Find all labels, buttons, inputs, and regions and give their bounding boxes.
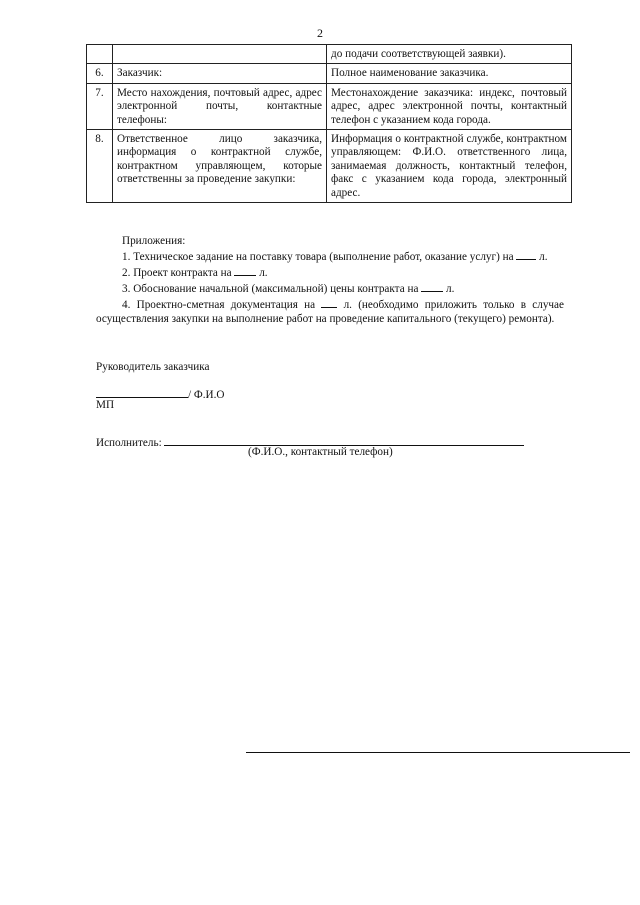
signature-blank (96, 386, 188, 398)
row-label-cell: Ответственное лицо заказчика, информация о контрактной службе, контрактном управляющем, которые ответственны за проведение закупки: (113, 130, 327, 203)
table-row-address (87, 83, 572, 129)
row-label-cell: Заказчик: (113, 64, 327, 83)
appendix-heading: Приложения: (122, 235, 186, 247)
appendix-item-1-text: 1. Техническое задание на поставку товара (выполнение работ, оказание услуг) на (122, 251, 514, 263)
table-row-continuation (87, 45, 572, 64)
appendix-item-3 (96, 280, 564, 296)
head-of-customer-label: Руководитель заказчика (96, 361, 210, 373)
row-number-cell: 8. (87, 130, 113, 203)
appendix-item-1-tail: л. (539, 251, 548, 263)
row-number-cell (87, 45, 113, 64)
appendix-item-4-text: 4. Проектно-сметная документация на (122, 299, 316, 311)
pages-blank (516, 248, 536, 260)
appendix-section (96, 234, 564, 326)
procurement-info-table (86, 44, 572, 203)
appendix-item-2 (96, 264, 564, 280)
executor-label: Исполнитель: (96, 437, 162, 449)
appendix-item-2-tail: л. (259, 267, 268, 279)
row-number-cell: 6. (87, 64, 113, 83)
table-row-responsible (87, 130, 572, 203)
executor-blank (164, 434, 524, 446)
appendix-item-2-text: 2. Проект контракта на (122, 267, 232, 279)
appendix-item-3-tail: л. (446, 283, 455, 295)
pages-blank (321, 296, 337, 308)
table-row-customer (87, 64, 572, 83)
bottom-divider-line (246, 752, 630, 753)
pages-blank (421, 280, 443, 292)
stamp-label: МП (96, 399, 115, 411)
row-value-cell: Полное наименование заказчика. (327, 64, 572, 83)
row-value-cell: Местонахождение заказчика: индекс, почтовый адрес, адрес электронной почты, контактный телефон с указанием кода города. (327, 83, 572, 129)
appendix-item-1 (96, 248, 564, 264)
row-value-cell: до подачи соответствующей заявки). (327, 45, 572, 64)
fio-label: / Ф.И.О (188, 389, 225, 401)
row-number-cell: 7. (87, 83, 113, 129)
appendix-item-3-text: 3. Обоснование начальной (максимальной) цены контракта на (122, 283, 419, 295)
row-value-cell: Информация о контрактной службе, контрактном управляющем: Ф.И.О. ответственного лица, занимаемая должность, контактный телефон, факс с указанием кода города, электронный адрес. (327, 130, 572, 203)
appendix-item-4 (96, 296, 564, 326)
page-number: 2 (317, 26, 323, 40)
row-label-cell: Место нахождения, почтовый адрес, адрес электронной почты, контактные телефоны: (113, 83, 327, 129)
row-label-cell (113, 45, 327, 64)
signature-line (96, 386, 225, 402)
pages-blank (234, 264, 256, 276)
appendix-item-4-tail: л. (необходимо приложить только в случае осуществления закупки на выполнение работ на проведение капитального (текущего) ремонта). (96, 299, 564, 325)
executor-caption: (Ф.И.О., контактный телефон) (248, 446, 393, 458)
